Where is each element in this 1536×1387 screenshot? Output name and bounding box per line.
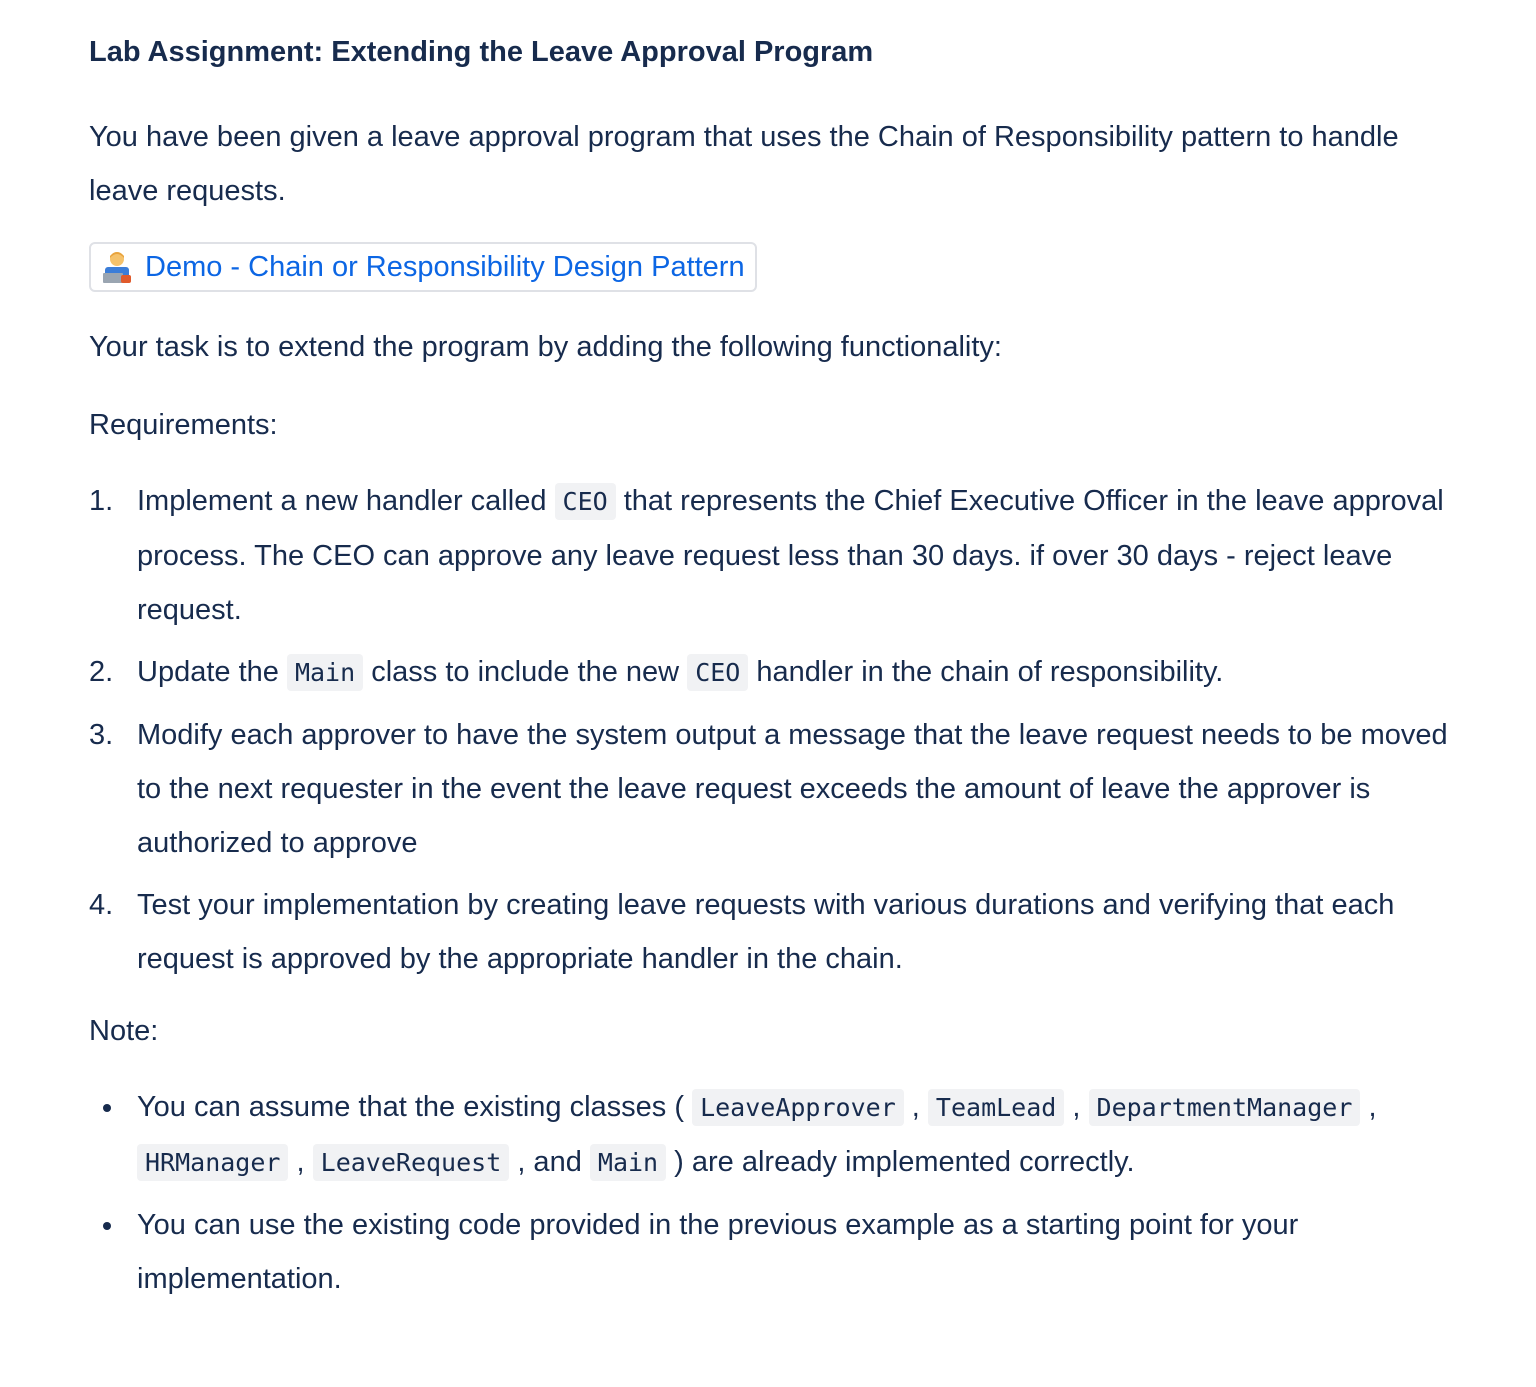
list-item [89,708,1449,870]
requirements-label: Requirements: [89,409,278,441]
list-item [89,474,1449,637]
list-item [89,1198,1449,1306]
list-text: You can assume that the existing classes ( [137,1091,693,1123]
list-text: Test your implementation by creating leave requests with various durations and verifying that each request is approved by the appropriate handler in the chain. [137,889,1395,975]
code-departmentmanager: DepartmentManager [1089,1089,1361,1126]
list-text: Update the [137,656,287,688]
list-text: , [1064,1091,1089,1123]
list-text: Modify each approver to have the system output a message that the leave request needs to be moved to the next requester in the event the leave request exceeds the amount of leave the approver is authorized to approve [137,719,1448,859]
code-ceo: CEO [555,483,616,520]
code-main: Main [287,654,363,691]
list-text: Implement a new handler called [137,485,555,517]
list-text: , and [509,1146,590,1178]
note-label: Note: [89,1015,159,1047]
code-teamlead: TeamLead [928,1089,1064,1126]
code-main: Main [590,1144,666,1181]
person-laptop-icon [99,249,135,285]
code-leaverequest: LeaveRequest [313,1144,510,1181]
list-number: 2. [89,656,114,688]
list-text: ) are already implemented correctly. [666,1146,1135,1178]
list-text: You can use the existing code provided in the previous example as a starting point for your implementation. [137,1209,1299,1295]
list-text: , [1360,1091,1377,1123]
notes-list [89,1080,1449,1306]
list-item [89,645,1449,700]
bullet-icon [103,1222,111,1230]
page-title: Lab Assignment: Extending the Leave Approval Program [89,36,874,68]
list-number: 3. [89,719,114,751]
list-text: , [288,1146,313,1178]
list-text: , [903,1091,928,1123]
list-item [89,1080,1449,1190]
code-ceo: CEO [687,654,748,691]
list-text: class to include the new [363,656,688,688]
list-number: 1. [89,485,114,517]
demo-smart-link[interactable] [89,242,757,292]
code-hrmanager: HRManager [137,1144,288,1181]
bullet-icon [103,1104,111,1112]
list-item [89,878,1449,986]
code-leaveapprover: LeaveApprover [692,1089,904,1126]
task-paragraph: Your task is to extend the program by adding the following functionality: [89,331,1002,363]
list-text: that represents the Chief Executive Officer in the leave approval process. The CEO can approve any leave request less than 30 days. if over 30 days - reject leave request. [137,485,1444,626]
requirements-list [89,474,1449,986]
demo-link-label: Demo - Chain or Responsibility Design Pattern [145,250,745,283]
intro-paragraph: You have been given a leave approval program that uses the Chain of Responsibility pattern to handle leave requests. [89,121,1399,207]
list-text: handler in the chain of responsibility. [748,656,1224,688]
list-number: 4. [89,889,114,921]
